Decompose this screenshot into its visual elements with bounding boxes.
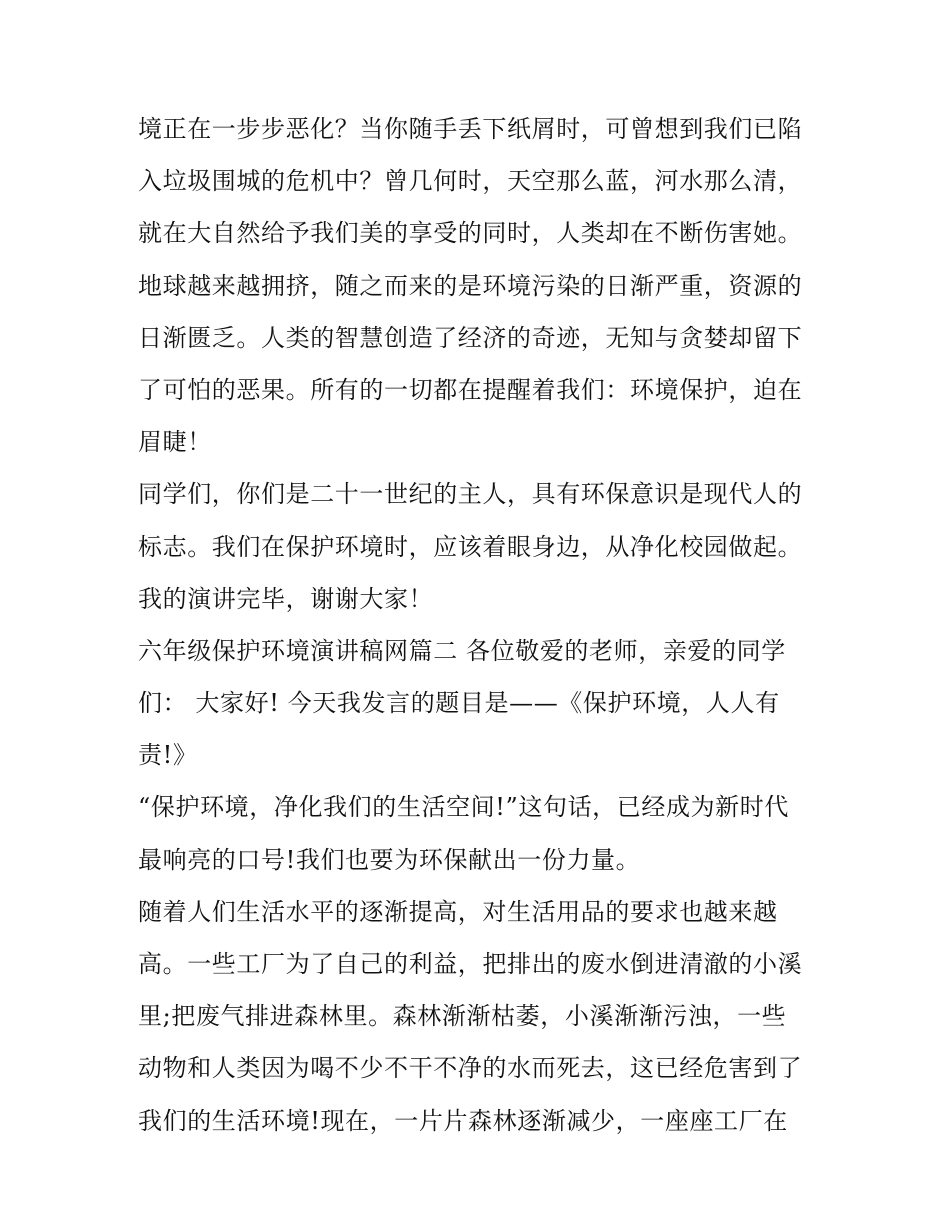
- text-line: 就在大自然给予我们美的享受的同时，人类却在不断伤害她。: [138, 219, 803, 248]
- document-body: [138, 103, 818, 1147]
- text-line: 标志。我们在保护环境时，应该着眼身边，从净化校园做起。: [138, 532, 803, 561]
- text-line: 里;把废气排进森林里。森林渐渐枯萎，小溪渐渐污浊，一些: [138, 1002, 787, 1031]
- text-line: 责!》: [138, 741, 198, 770]
- text-line: 高。一些工厂为了自己的利益，把排出的废水倒进清澈的小溪: [138, 950, 803, 978]
- text-line: 日渐匮乏。人类的智慧创造了经济的奇迹，无知与贪婪却留下: [138, 323, 803, 352]
- section-heading-line: 六年级保护环境演讲稿网篇二 各位敬爱的老师，亲爱的同学: [138, 636, 786, 665]
- text-line: 随着人们生活水平的逐渐提高，对生活用品的要求也越来越: [138, 897, 778, 926]
- text-line: 同学们，你们是二十一世纪的主人，具有环保意识是现代人的: [138, 480, 803, 509]
- text-line: 们： 大家好! 今天我发言的题目是——《保护环境，人人有: [138, 689, 780, 718]
- text-line: 了可怕的恶果。所有的一切都在提醒着我们：环境保护，迫在: [138, 375, 803, 404]
- text-line: “保护环境，净化我们的生活空间!”这句话，已经成为新时代: [138, 793, 789, 822]
- text-line: 境正在一步步恶化？当你随手丢下纸屑时，可曾想到我们已陷: [138, 115, 803, 143]
- text-line: 地球越来越拥挤，随之而来的是环境污染的日渐严重，资源的: [138, 271, 803, 300]
- text-line: 我的演讲完毕，谢谢大家！: [138, 584, 434, 613]
- text-line: 我们的生活环境!现在，一片片森林逐渐减少，一座座工厂在: [138, 1106, 788, 1135]
- text-line: 动物和人类因为喝不少不干不净的水而死去，这已经危害到了: [138, 1054, 803, 1083]
- text-line: 入垃圾围城的危机中？曾几何时，天空那么蓝，河水那么清，: [138, 167, 803, 196]
- text-line: 眉睫！: [138, 428, 212, 457]
- text-line: 最响亮的口号!我们也要为环保献出一份力量。: [138, 845, 641, 874]
